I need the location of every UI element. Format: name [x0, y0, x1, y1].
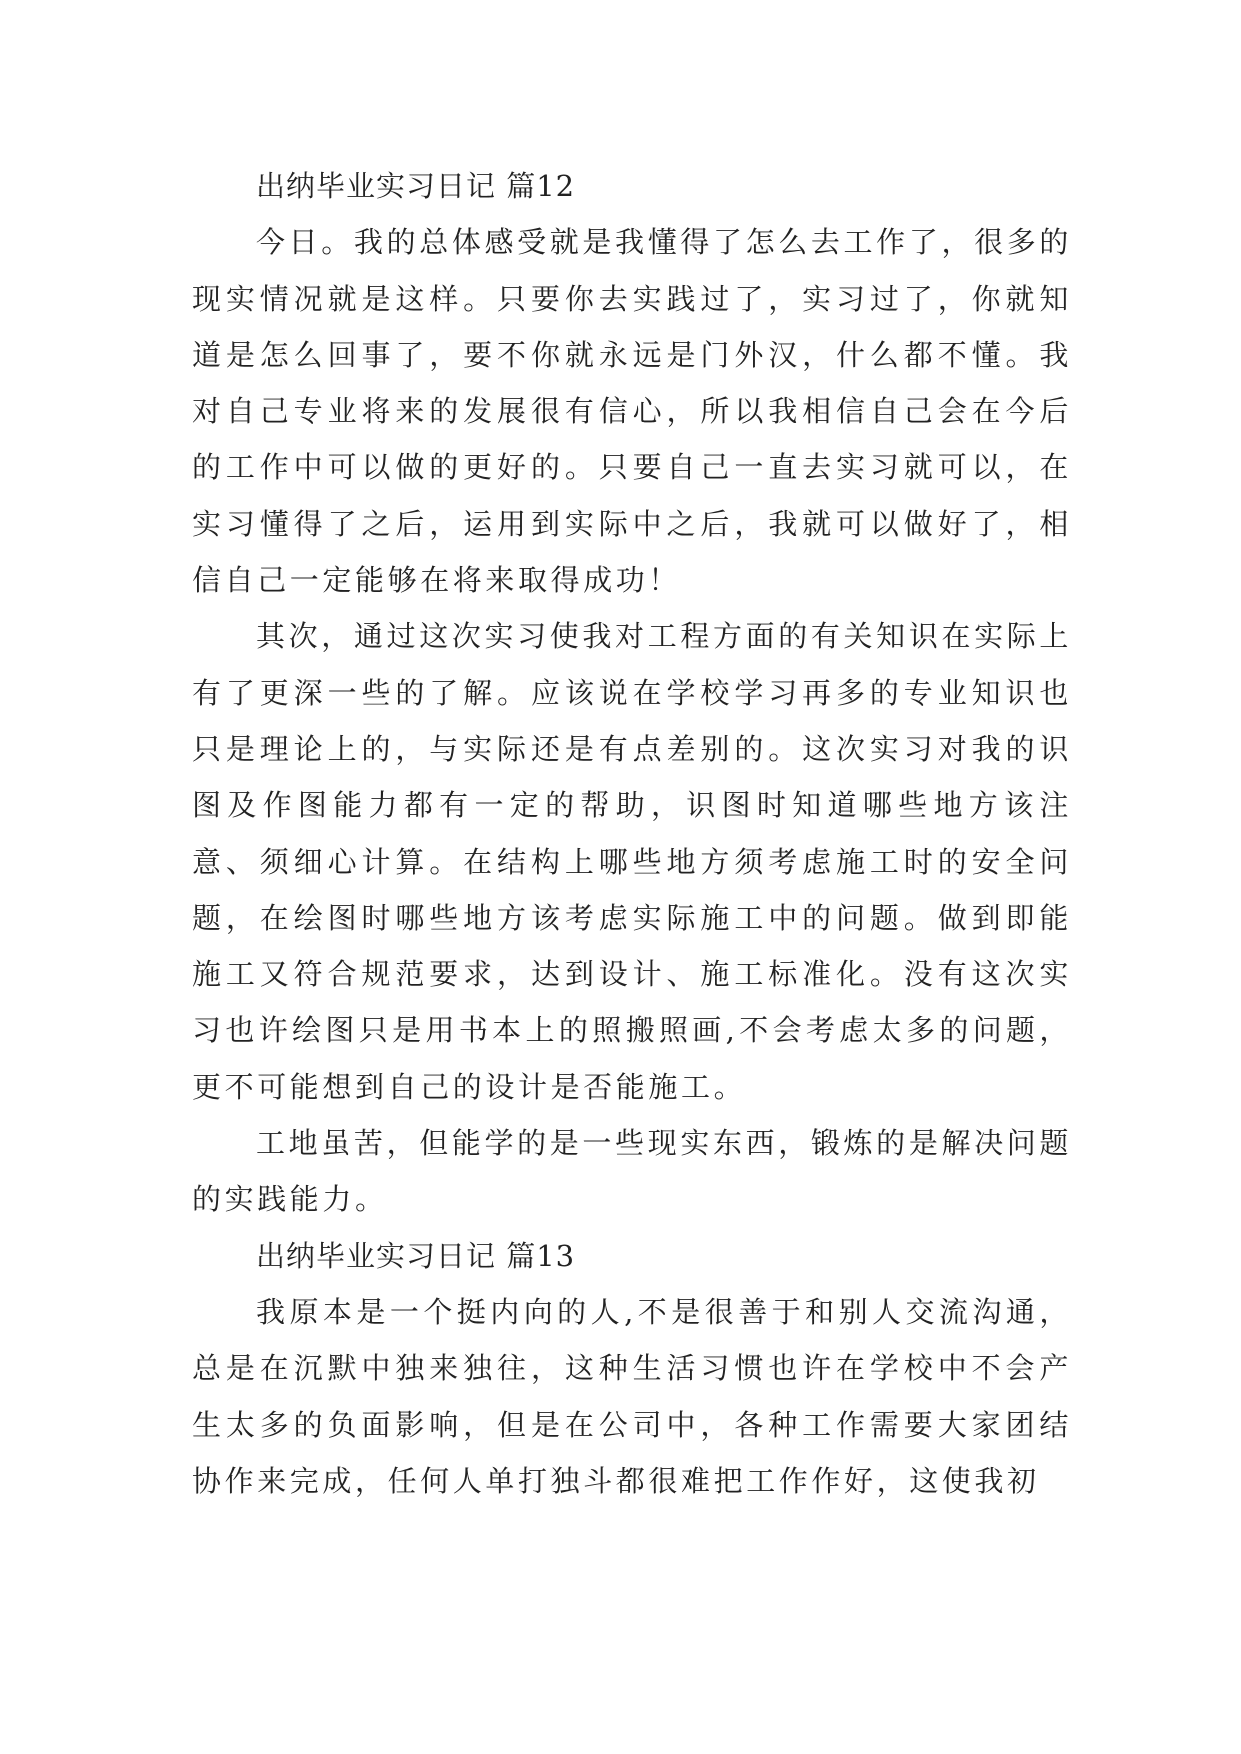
body-paragraph: 我原本是一个挺内向的人,不是很善于和别人交流沟通，总是在沉默中独来独往，这种生活习惯也许在学校中不会产生太多的负面影响，但是在公司中，各种工作需要大家团结协作来完成，任何人单打独斗都很难把工作作好，这使我初: [192, 1294, 1072, 1498]
section-heading: 出纳毕业实习日记 篇12: [256, 169, 576, 203]
section-heading: 出纳毕业实习日记 篇13: [256, 1238, 576, 1273]
body-paragraph: 工地虽苦，但能学的是一些现实东西，锻炼的是解决问题的实践能力。: [192, 1126, 1072, 1217]
body-paragraph: 其次，通过这次实习使我对工程方面的有关知识在实际上有了更深一些的了解。应该说在学校学习再多的专业知识也只是理论上的，与实际还是有点差别的。这次实习对我的识图及作图能力都有一定的帮助，识图时知道哪些地方该注意、须细心计算。在结构上哪些地方须考虑施工时的安全问题，在绘图时哪些地方该考虑实际施工中的问题。做到即能施工又符合规范要求，达到设计、施工标准化。没有这次实习也许绘图只是用书本上的照搬照画,不会考虑太多的问题，更不可能想到自己的设计是否能施工。: [192, 619, 1072, 1104]
document-body: [192, 158, 1072, 1509]
body-paragraph: 今日。我的总体感受就是我懂得了怎么去工作了，很多的现实情况就是这样。只要你去实践过了，实习过了，你就知道是怎么回事了，要不你就永远是门外汉，什么都不懂。我对自己专业将来的发展很有信心，所以我相信自己会在今后的工作中可以做的更好的。只要自己一直去实习就可以，在实习懂得了之后，运用到实际中之后，我就可以做好了，相信自己一定能够在将来取得成功！: [192, 225, 1072, 598]
